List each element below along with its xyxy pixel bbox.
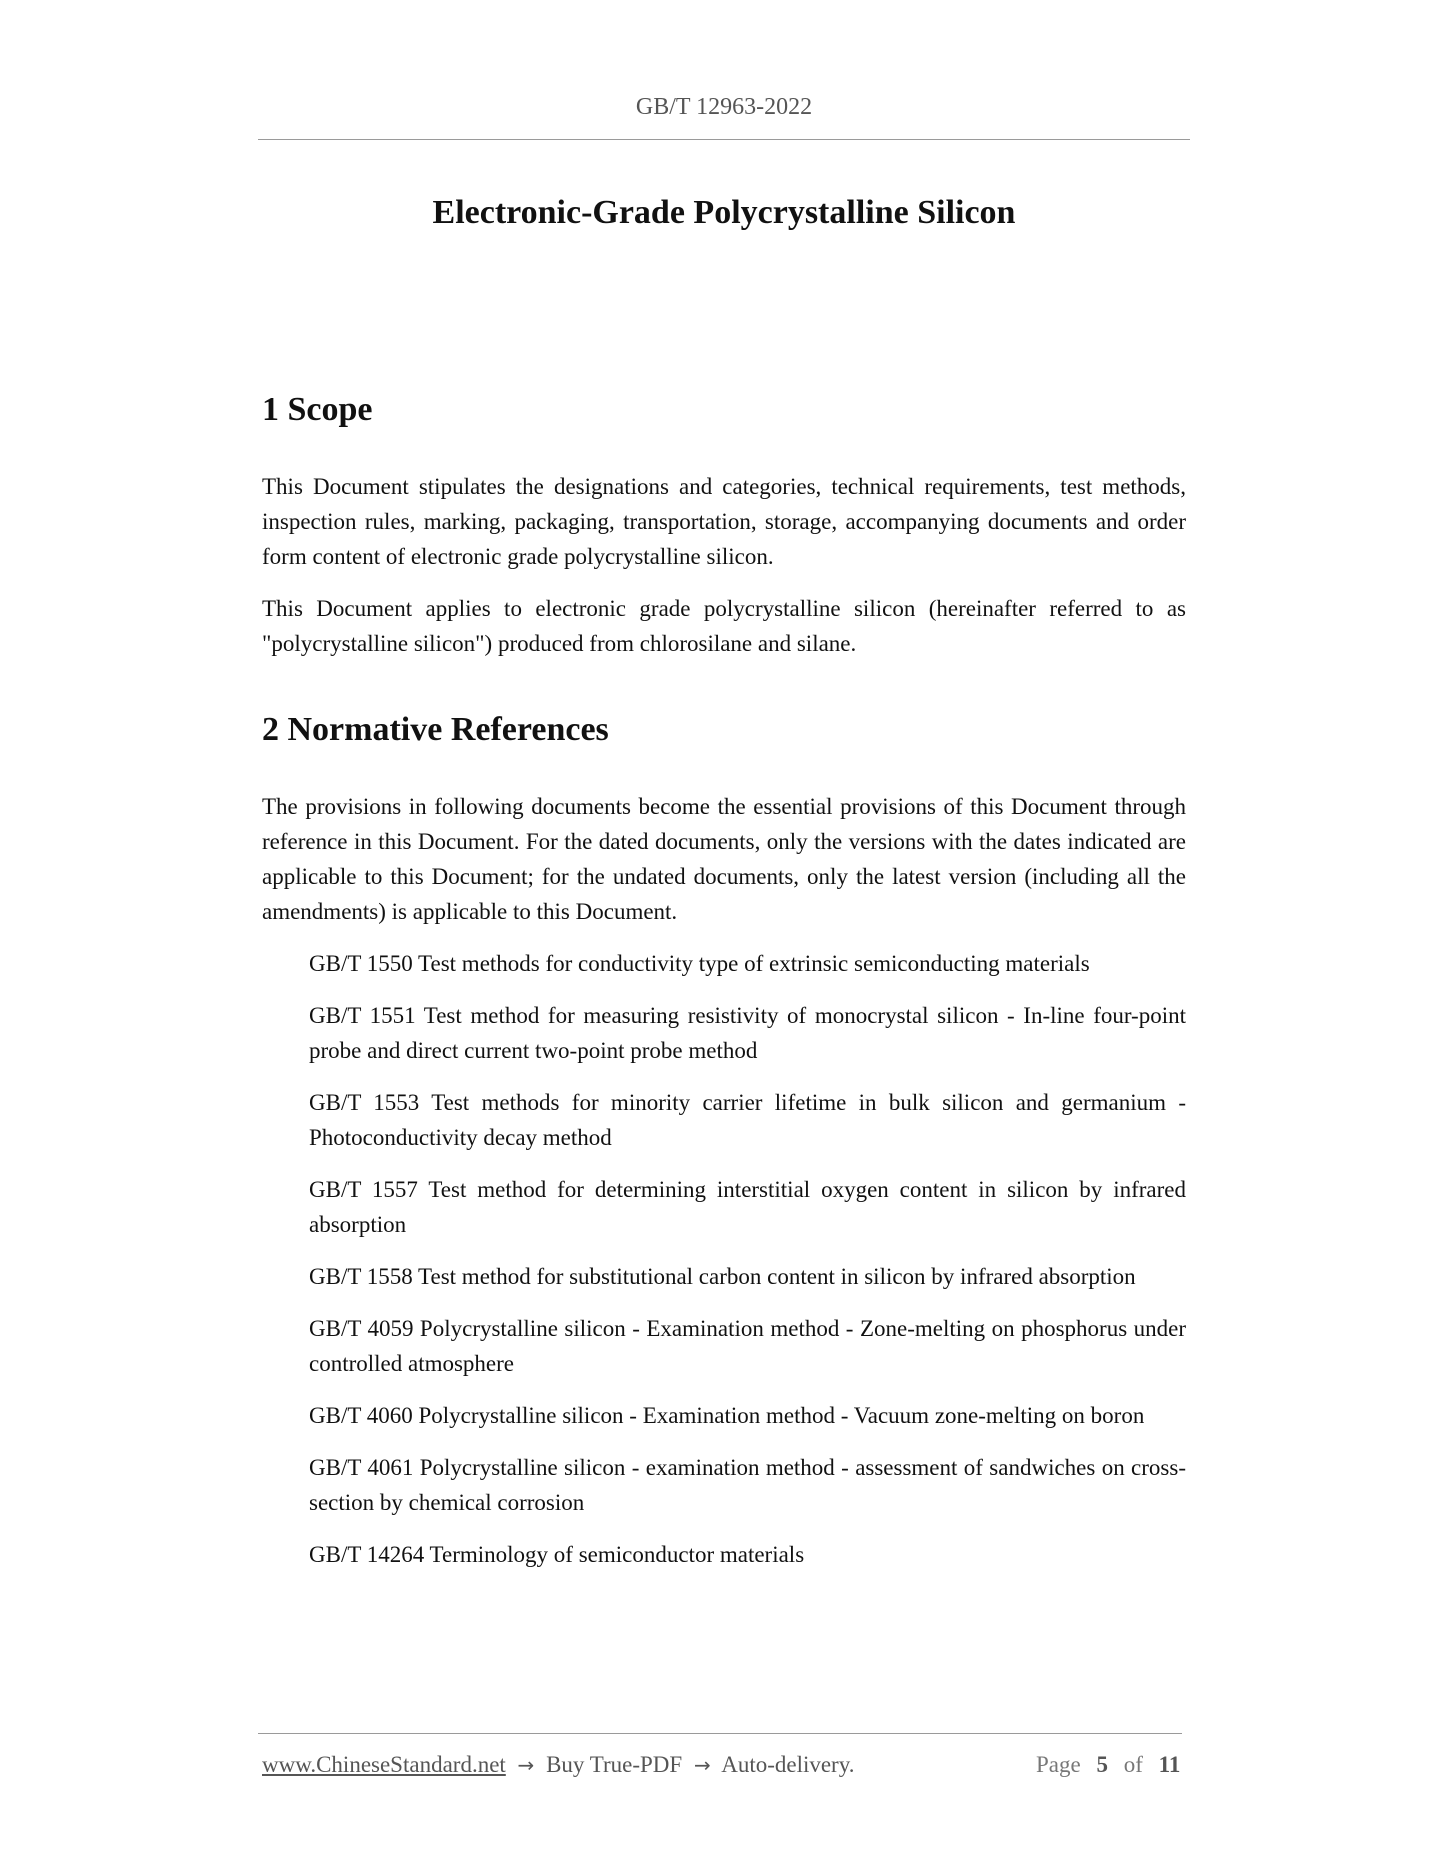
reference-list: [262, 946, 1186, 1572]
right-arrow-icon: →: [517, 1753, 535, 1777]
document-title: Electronic-Grade Polycrystalline Silicon: [432, 194, 1016, 231]
right-arrow-icon: →: [693, 1753, 711, 1777]
reference-item: GB/T 14264 Terminology of semiconductor materials: [309, 1542, 805, 1567]
document-body: [262, 384, 1186, 1572]
delivery-text: Auto-delivery.: [721, 1752, 855, 1777]
page-label: Page: [1036, 1752, 1081, 1777]
page-counter: [1036, 1752, 1190, 1778]
section-heading-scope: 1 Scope: [262, 391, 373, 428]
header-rule: [258, 139, 1190, 140]
paragraph: This Document applies to electronic grade polycrystalline silicon (hereinafter referred to as "polycrystalline silicon") produced from chlorosilane and silane.: [262, 596, 1186, 656]
reference-item: GB/T 4061 Polycrystalline silicon - examination method - assessment of sandwiches on cross-section by chemical corrosion: [309, 1455, 1186, 1515]
running-header: GB/T 12963-2022: [635, 94, 813, 120]
page-total: 11: [1158, 1752, 1181, 1777]
reference-item: GB/T 1553 Test methods for minority carrier lifetime in bulk silicon and germanium - Photoconductivity decay method: [309, 1090, 1186, 1150]
buy-text: Buy True-PDF: [546, 1752, 683, 1777]
site-link[interactable]: www.ChineseStandard.net: [262, 1752, 506, 1777]
page-current: 5: [1096, 1752, 1108, 1777]
paragraph: This Document stipulates the designations and categories, technical requirements, test methods, inspection rules, marking, packaging, transportation, storage, accompanying documents and order form content of electronic grade polycrystalline silicon.: [262, 474, 1186, 569]
footer-rule: [258, 1733, 1182, 1734]
reference-item: GB/T 4060 Polycrystalline silicon - Examination method - Vacuum zone-melting on boron: [309, 1403, 1145, 1428]
reference-item: GB/T 4059 Polycrystalline silicon - Examination method - Zone-melting on phosphorus under controlled atmosphere: [309, 1316, 1186, 1376]
reference-item: GB/T 1551 Test method for measuring resistivity of monocrystal silicon - In-line four-point probe and direct current two-point probe method: [309, 1003, 1186, 1063]
reference-item: GB/T 1550 Test methods for conductivity type of extrinsic semiconducting materials: [309, 951, 1090, 976]
reference-item: GB/T 1558 Test method for substitutional carbon content in silicon by infrared absorption: [309, 1264, 1136, 1289]
footer-promo: [262, 1752, 854, 1778]
paragraph: The provisions in following documents become the essential provisions of this Document through reference in this Document. For the dated documents, only the versions with the dates indicated are applicable to this Document; for the undated documents, only the latest version (including all the amendments) is applicable to this Document.: [262, 794, 1186, 924]
reference-item: GB/T 1557 Test method for determining interstitial oxygen content in silicon by infrared absorption: [309, 1177, 1186, 1237]
section-heading-normative-references: 2 Normative References: [262, 711, 609, 748]
of-label: of: [1123, 1752, 1143, 1777]
